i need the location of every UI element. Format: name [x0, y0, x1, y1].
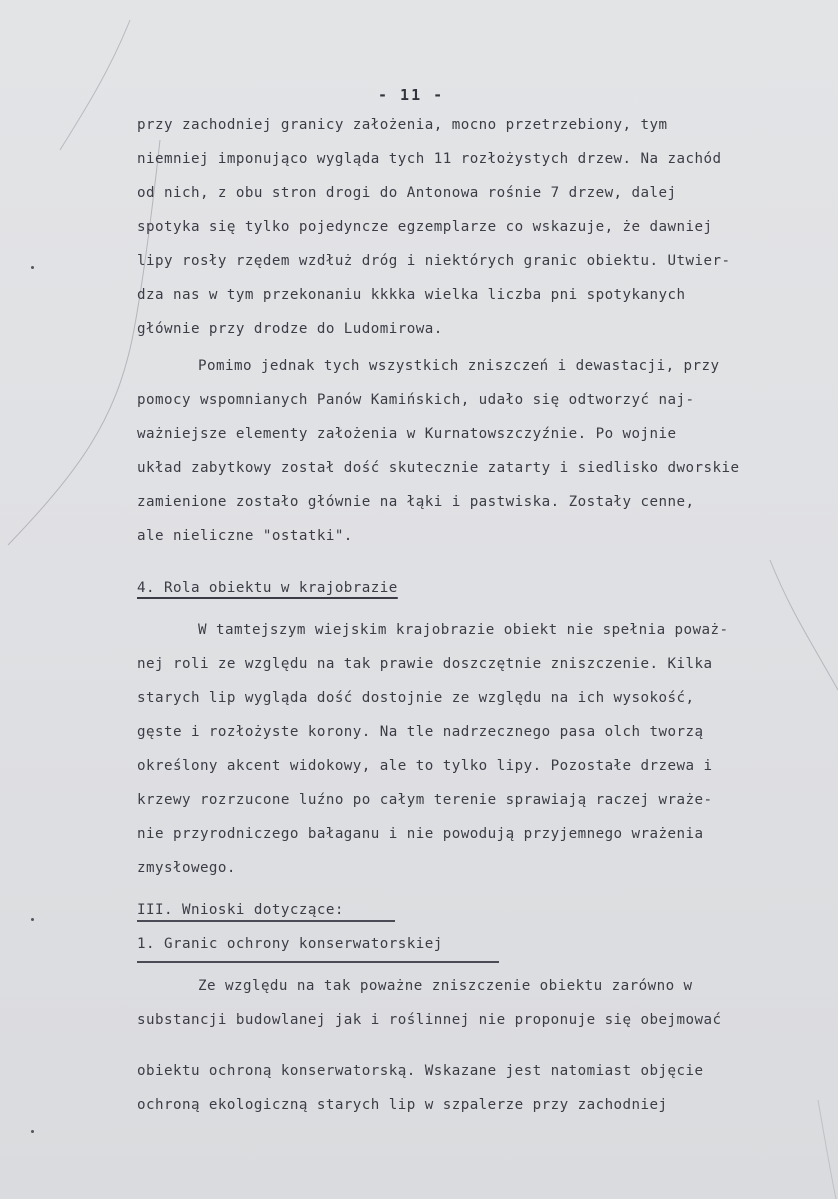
page-number: - 11 -	[378, 86, 445, 104]
text-line: ważniejsze elementy założenia w Kurnatowszczyźnie. Po wojnie	[137, 426, 677, 442]
text-line: ochroną ekologiczną starych lip w szpalerze przy zachodniej	[137, 1097, 668, 1113]
text-line: nie przyrodniczego bałaganu i nie powodują przyjemnego wrażenia	[137, 826, 704, 842]
text-line: lipy rosły rzędem wzdłuż dróg i niektórych granic obiektu. Utwier-	[137, 253, 731, 269]
margin-dot	[31, 918, 34, 921]
section-heading: III. Wnioski dotyczące:	[137, 902, 344, 918]
heading-underline	[137, 920, 395, 922]
text-line: spotyka się tylko pojedyncze egzemplarze co wskazuje, że dawniej	[137, 219, 713, 235]
text-line: ale nieliczne "ostatki".	[137, 528, 353, 544]
subsection-heading: 1. Granic ochrony konserwatorskiej	[137, 936, 443, 952]
text-line: zmysłowego.	[137, 860, 236, 876]
text-line: dza nas w tym przekonaniu kkkka wielka liczba pni spotykanych	[137, 287, 686, 303]
heading-underline	[137, 961, 499, 963]
text-line: Pomimo jednak tych wszystkich zniszczeń i dewastacji, przy	[198, 358, 720, 374]
section-heading: 4. Rola obiektu w krajobrazie	[137, 580, 398, 596]
margin-dot	[31, 266, 34, 269]
text-line: substancji budowlanej jak i roślinnej nie proponuje się obejmować	[137, 1012, 722, 1028]
margin-dot	[31, 1130, 34, 1133]
text-line: zamienione zostało głównie na łąki i pastwiska. Zostały cenne,	[137, 494, 695, 510]
text-line: krzewy rozrzucone luźno po całym terenie sprawiają raczej wraże-	[137, 792, 713, 808]
text-line: pomocy wspomnianych Panów Kamińskich, udało się odtworzyć naj-	[137, 392, 695, 408]
text-line: gęste i rozłożyste korony. Na tle nadrzecznego pasa olch tworzą	[137, 724, 704, 740]
text-line: nej roli ze względu na tak prawie doszczętnie zniszczenie. Kilka	[137, 656, 713, 672]
text-line: od nich, z obu stron drogi do Antonowa rośnie 7 drzew, dalej	[137, 185, 677, 201]
text-line: W tamtejszym wiejskim krajobrazie obiekt nie spełnia poważ-	[198, 622, 729, 638]
text-line: obiektu ochroną konserwatorską. Wskazane jest natomiast objęcie	[137, 1063, 704, 1079]
text-line: określony akcent widokowy, ale to tylko lipy. Pozostałe drzewa i	[137, 758, 713, 774]
text-line: układ zabytkowy został dość skutecznie zatarty i siedlisko dworskie	[137, 460, 740, 476]
text-line: niemniej imponująco wygląda tych 11 rozłożystych drzew. Na zachód	[137, 151, 722, 167]
text-line: starych lip wygląda dość dostojnie ze względu na ich wysokość,	[137, 690, 695, 706]
text-line: przy zachodniej granicy założenia, mocno przetrzebiony, tym	[137, 117, 668, 133]
text-line: Ze względu na tak poważne zniszczenie obiektu zarówno w	[198, 978, 693, 994]
text-line: głównie przy drodze do Ludomirowa.	[137, 321, 443, 337]
